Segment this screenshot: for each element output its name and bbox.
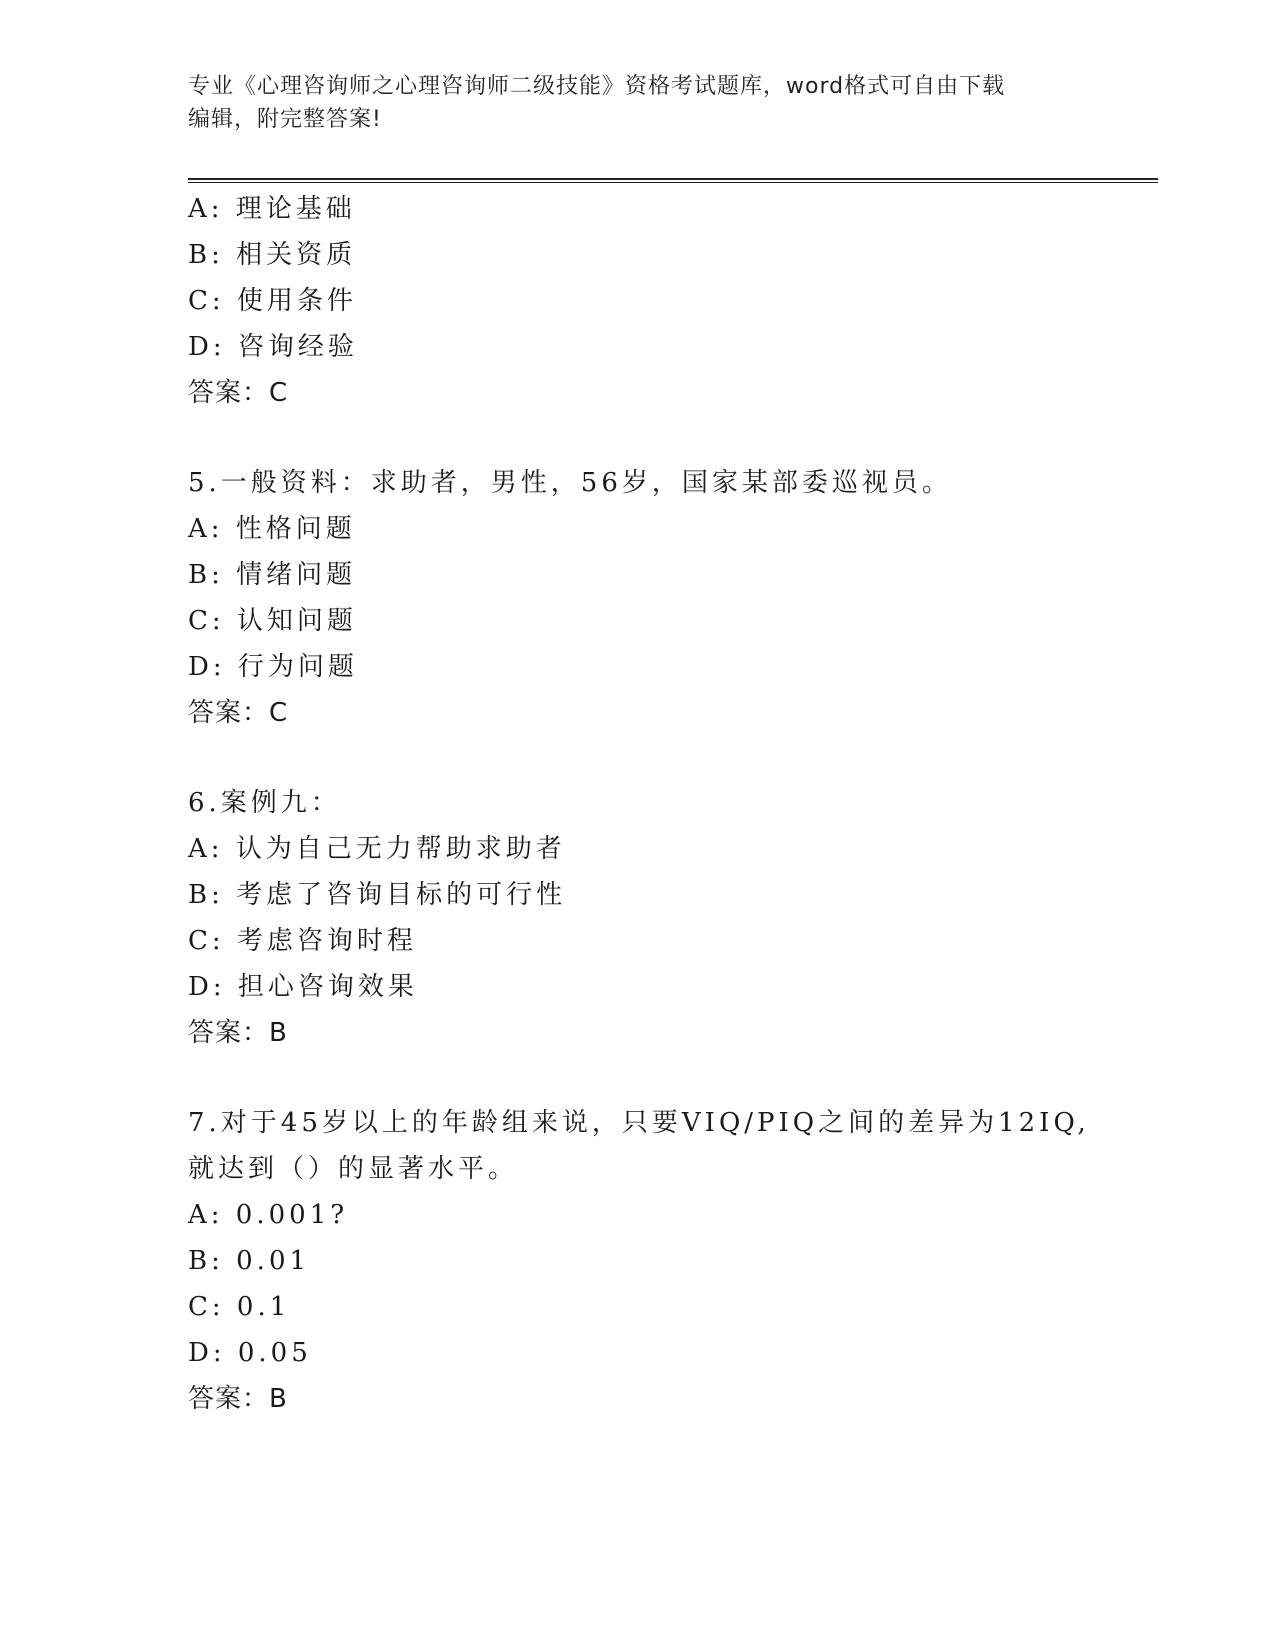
header-line-2: 编辑，附完整答案!	[188, 107, 382, 132]
option-d: D: 行为问题	[188, 652, 358, 682]
option-b: B: 情绪问题	[188, 560, 357, 590]
question-4	[188, 186, 1158, 416]
option-a: A: 0.001?	[188, 1200, 349, 1230]
option-a: A: 性格问题	[188, 514, 356, 544]
option-b: B: 相关资质	[188, 240, 357, 270]
document-header	[188, 70, 1088, 136]
answer: 答案：B	[188, 1384, 288, 1414]
option-a: A: 理论基础	[188, 194, 356, 224]
question-5	[188, 460, 1158, 736]
option-b: B: 考虑了咨询目标的可行性	[188, 880, 567, 910]
question-stem-line-2: 就达到（）的显著水平。	[188, 1154, 519, 1184]
answer: 答案：B	[188, 1018, 288, 1048]
answer: 答案：C	[188, 698, 289, 728]
header-line-1: 专业《心理咨询师之心理咨询师二级技能》资格考试题库，word格式可自由下载	[188, 74, 1006, 99]
question-7	[188, 1100, 1158, 1422]
question-list	[188, 186, 1158, 1422]
question-stem: 6.案例九：	[188, 788, 341, 818]
option-d: D: 担心咨询效果	[188, 972, 418, 1002]
option-c: C: 认知问题	[188, 606, 357, 636]
option-a: A: 认为自己无力帮助求助者	[188, 834, 566, 864]
option-d: D: 咨询经验	[188, 332, 358, 362]
option-c: C: 0.1	[188, 1292, 291, 1322]
question-stem: 5.一般资料：求助者，男性，56岁，国家某部委巡视员。	[188, 468, 952, 498]
question-6	[188, 780, 1158, 1056]
option-c: C: 考虑咨询时程	[188, 926, 417, 956]
question-stem-line-1: 7.对于45岁以上的年龄组来说，只要VIQ/PIQ之间的差异为12IQ,	[188, 1108, 1090, 1138]
option-b: B: 0.01	[188, 1246, 311, 1276]
option-d: D: 0.05	[188, 1338, 312, 1368]
option-c: C: 使用条件	[188, 286, 357, 316]
answer: 答案：C	[188, 378, 289, 408]
header-divider	[188, 178, 1158, 183]
